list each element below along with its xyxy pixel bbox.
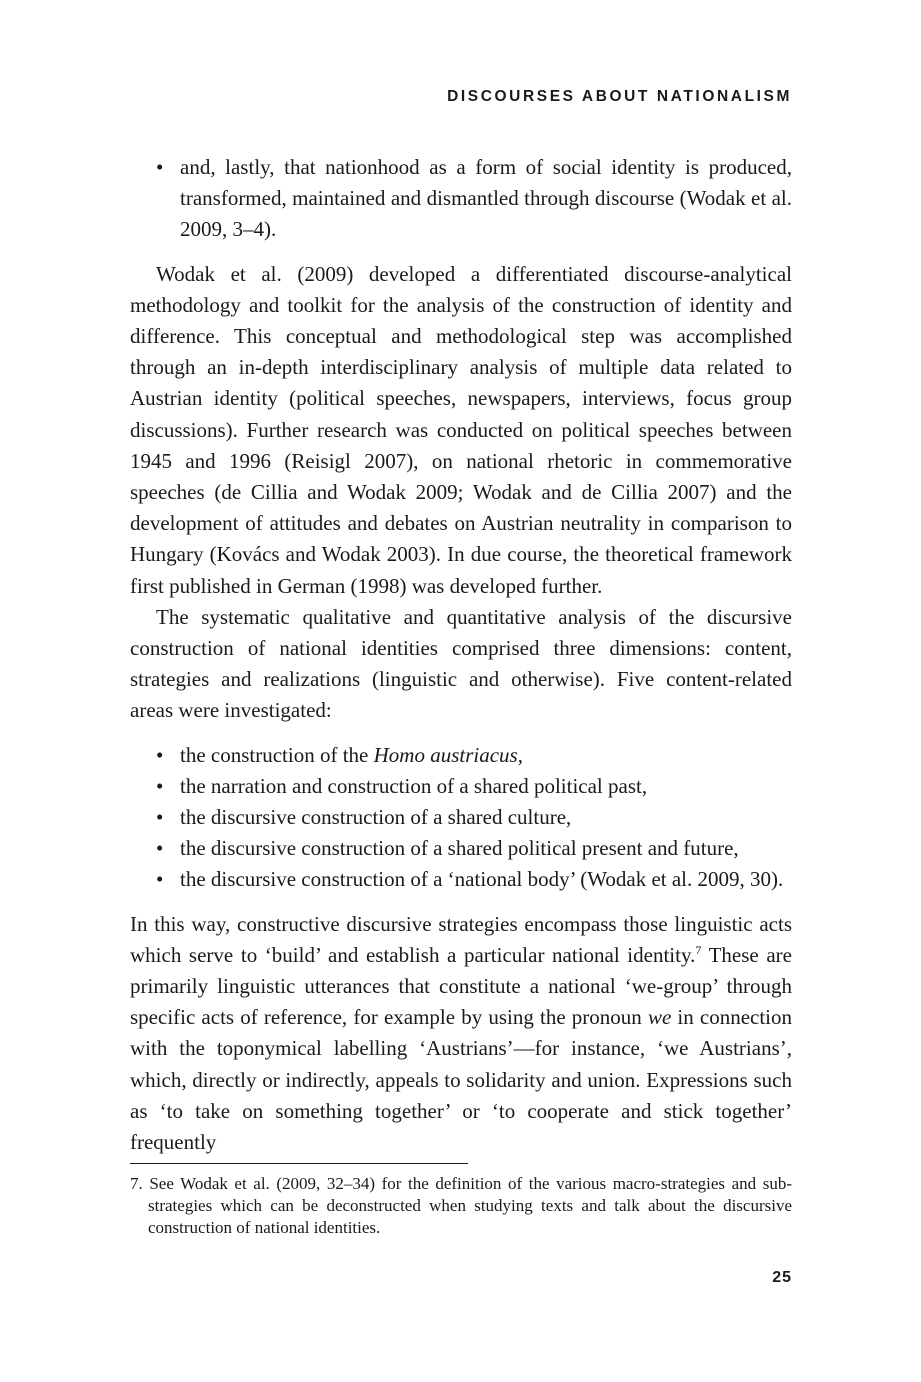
footnote-divider [130, 1163, 468, 1164]
paragraph [130, 909, 792, 1159]
list-item: • the discursive construction of a shared political present and future, [180, 833, 792, 864]
intro-bullet-list [130, 152, 792, 246]
list-item [180, 740, 792, 771]
italic-term: we [647, 1005, 672, 1030]
footnote [130, 1173, 792, 1239]
footnote-text: See Wodak et al. (2009, 32–34) for the definition of the various macro-strategies and sub-strategies which can be deconstructed when studying texts and talk about the discursive construction of national identities. [142, 1174, 792, 1237]
main-text [130, 152, 792, 1158]
italic-term: Homo austriacus [373, 742, 518, 767]
running-header: DISCOURSES ABOUT NATIONALISM [447, 88, 792, 105]
list-item: • the discursive construction of a ‘national body’ (Wodak et al. 2009, 30). [180, 864, 792, 895]
paragraph-text: in connection with the toponymical labelling ‘Austrians’—for instance, ‘we Austrians’, which, directly or indirectly, appeals to solidarity and union. Expressions such as ‘to take on something together’ or ‘to cooperate and stick together’ frequently [130, 1005, 793, 1155]
footnote-reference[interactable]: 7 [695, 942, 702, 957]
list-item: • the narration and construction of a shared political past, [180, 771, 792, 802]
list-item-punctuation: , [517, 742, 523, 767]
page-number: 25 [772, 1269, 792, 1286]
paragraph-text: These are primarily linguistic utterances that constitute a national ‘we-group’ through specific acts of reference, for example by using the pronoun [130, 942, 792, 1030]
paragraph: The systematic qualitative and quantitative analysis of the discursive construction of national identities comprised three dimensions: content, strategies and realizations (linguistic and otherwise). Five content-related areas were investigated: [130, 604, 792, 723]
list-item-text: the construction of the [180, 742, 374, 767]
list-item: • and, lastly, that nationhood as a form of social identity is produced, transformed, maintained and dismantled through discourse (Wodak et al. 2009, 3–4). [180, 152, 792, 246]
list-item: • the discursive construction of a shared culture, [180, 802, 792, 833]
footnote-number: 7. [130, 1174, 143, 1193]
paragraph-text: In this way, constructive discursive strategies encompass those linguistic acts which serve to ‘build’ and establish a particular national identity. [130, 911, 792, 967]
paragraph: Wodak et al. (2009) developed a differentiated discourse-analytical methodology and toolkit for the analysis of the construction of identity and difference. This conceptual and methodological step was accomplished through an in-depth interdisciplinary analysis of multiple data related to Austrian identity (political speeches, newspapers, interviews, focus group discussions). Further research was conducted on political speeches between 1945 and 1996 (Reisigl 2007), on national rhetoric in commemorative speeches (de Cillia and Wodak 2009; Wodak and de Cillia 2007) and the development of attitudes and debates on Austrian neutrality in comparison to Hungary (Kovács and Wodak 2003). In due course, the theoretical framework first published in German (1998) was developed further. [130, 261, 792, 598]
content-areas-list [130, 740, 792, 896]
